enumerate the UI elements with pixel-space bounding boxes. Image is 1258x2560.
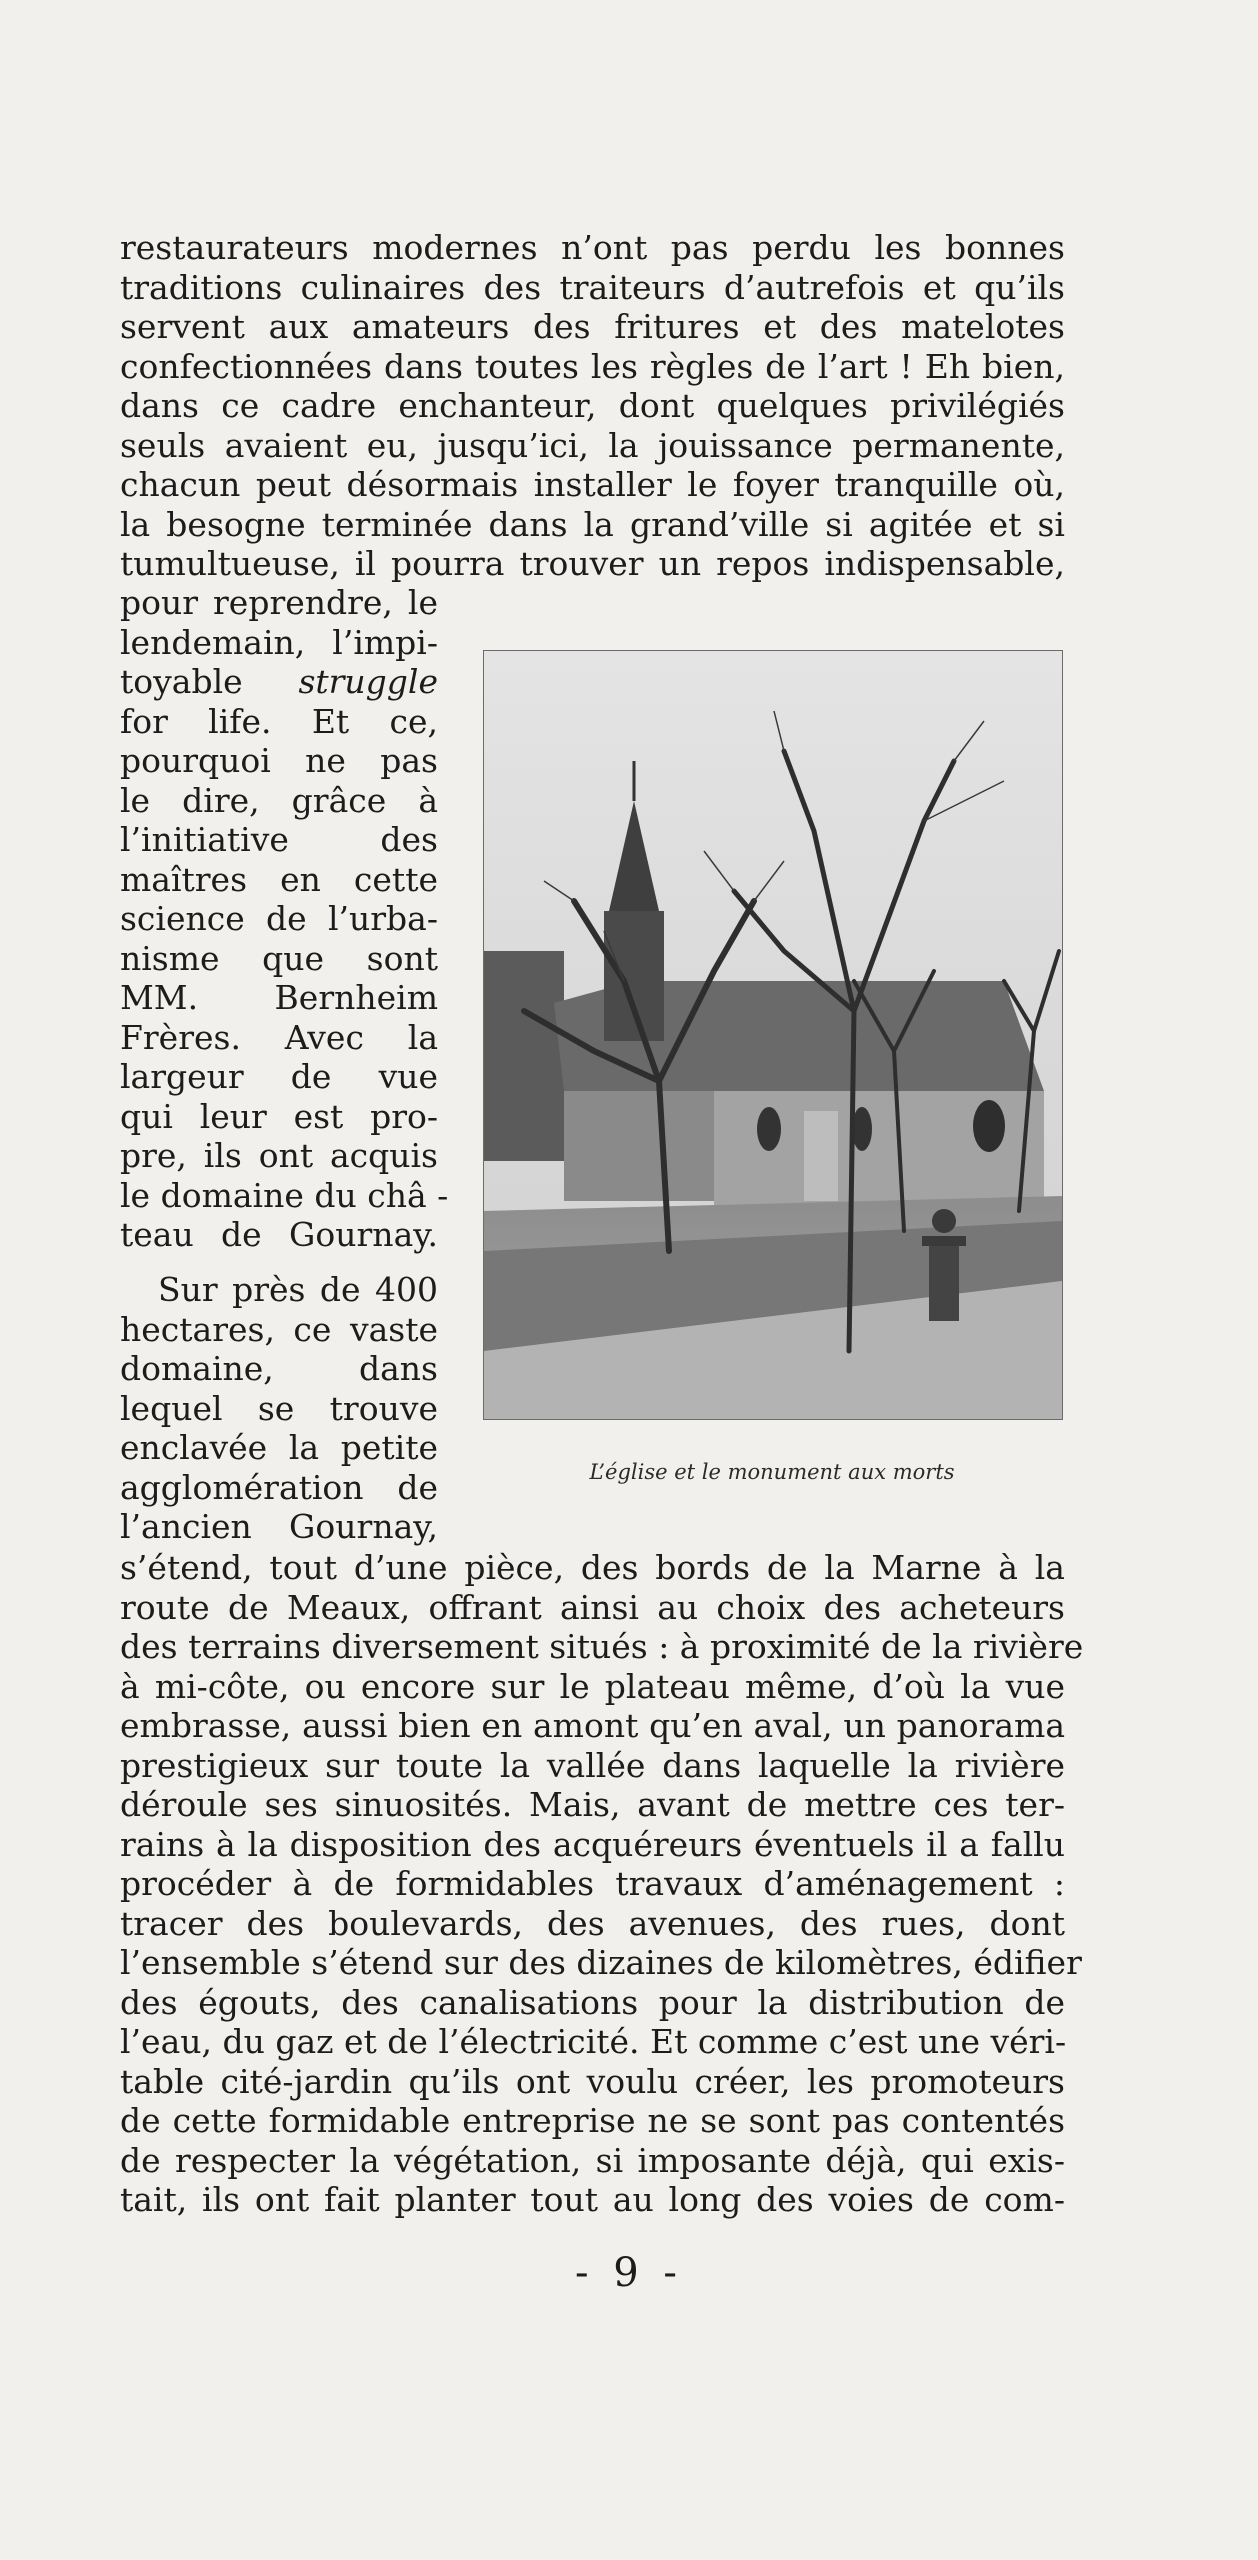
text-line: prestigieux sur toute la vallée dans laquelle la rivière — [120, 1745, 1065, 1785]
text-line: seuls avaient eu, jusqu’ici, la jouissance permanente, — [120, 425, 1065, 465]
text-line: l’ensemble s’étend sur des dizaines de kilomètres, édifier — [120, 1943, 1082, 1982]
text-line: domaine, dans — [120, 1349, 438, 1388]
text-line: de cette formidable entreprise ne se sont pas contentés — [120, 2101, 1065, 2140]
photo-caption: L’église et le monument aux morts — [589, 1460, 955, 1484]
narrow-column-paragraph-2 — [120, 1270, 438, 1547]
text-line: Frères. Avec la — [120, 1017, 438, 1057]
text-fragment: toyable — [120, 662, 299, 701]
text-line: pour reprendre, le — [120, 583, 438, 622]
text-line: restaurateurs modernes n’ont pas perdu les bonnes — [120, 228, 1065, 267]
text-line: servent aux amateurs des fritures et des matelotes — [120, 307, 1065, 346]
narrow-column-paragraph — [120, 583, 449, 1255]
text-line: tait, ils ont fait planter tout au long des voies de com- — [120, 2180, 1065, 2219]
text-line: qui leur est pro- — [120, 1096, 438, 1136]
text-line: dans ce cadre enchanteur, dont quelques privilégiés — [120, 386, 1065, 425]
text-line: procéder à de formidables travaux d’aménagement : — [120, 1864, 1065, 1903]
text-line: lendemain, l’impi- — [120, 622, 438, 662]
text-line: embrasse, aussi bien en amont qu’en aval, un panorama — [120, 1706, 1065, 1745]
paragraph-top — [120, 228, 1065, 584]
paragraph-bottom — [120, 1548, 1084, 2220]
text-line: tracer des boulevards, des avenues, des rues, dont — [120, 1903, 1065, 1943]
text-line: maîtres en cette — [120, 859, 438, 899]
text-line: hectares, ce vaste — [120, 1309, 438, 1349]
italic-word: struggle — [298, 662, 438, 701]
text-line: l’eau, du gaz et de l’électricité. Et comme c’est une véri- — [120, 2022, 1067, 2061]
text-line: enclavée la petite — [120, 1428, 438, 1467]
text-line: science de l’urba- — [120, 899, 438, 938]
text-line: l’ancien Gournay, — [120, 1507, 438, 1546]
text-line: nisme que sont — [120, 938, 438, 978]
text-line: pre, ils ont acquis — [120, 1136, 438, 1175]
church-photograph — [483, 650, 1063, 1420]
text-line: la besogne terminée dans la grand’ville si agitée et si — [120, 504, 1065, 544]
text-line: tumultueuse, il pourra trouver un repos indispensable, — [120, 544, 1065, 583]
text-line: le dire, grâce à — [120, 780, 438, 820]
text-line: des égouts, des canalisations pour la distribution de — [120, 1982, 1065, 2022]
text-line: de respecter la végétation, si imposante déjà, qui exis- — [120, 2140, 1065, 2180]
text-line: rains à la disposition des acquéreurs éventuels il a fallu — [120, 1824, 1065, 1864]
text-line: lequel se trouve — [120, 1388, 438, 1428]
text-line: traditions culinaires des traiteurs d’autrefois et qu’ils — [120, 267, 1065, 307]
text-line: l’initiative des — [120, 820, 438, 859]
text-line: chacun peut désormais installer le foyer tranquille où, — [120, 465, 1065, 504]
text-line: largeur de vue — [120, 1057, 438, 1096]
text-line: table cité-jardin qu’ils ont voulu créer, les promoteurs — [120, 2061, 1065, 2101]
page-number: - 9 - — [575, 2250, 683, 2296]
text-line: agglomération de — [120, 1467, 438, 1507]
text-line: Sur près de 400 — [158, 1270, 438, 1309]
text-line: déroule ses sinuosités. Mais, avant de mettre ces ter- — [120, 1785, 1065, 1824]
text-line: pourquoi ne pas — [120, 741, 438, 780]
church-photo-illustration — [484, 651, 1062, 1419]
text-line: le domaine du châ - — [120, 1175, 449, 1215]
text-line — [120, 662, 438, 702]
text-line: des terrains diversement situés : à proximité de la rivière — [120, 1627, 1084, 1666]
text-line: route de Meaux, offrant ainsi au choix des acheteurs — [120, 1587, 1065, 1627]
text-line: confectionnées dans toutes les règles de l’art ! Eh bien, — [120, 346, 1065, 386]
text-line: s’étend, tout d’une pièce, des bords de la Marne à la — [120, 1548, 1065, 1587]
text-line: à mi-côte, ou encore sur le plateau même, d’où la vue — [120, 1666, 1065, 1706]
text-line: for life. Et ce, — [120, 701, 438, 741]
text-line: teau de Gournay. — [120, 1215, 438, 1254]
text-line: MM. Bernheim — [120, 978, 438, 1017]
